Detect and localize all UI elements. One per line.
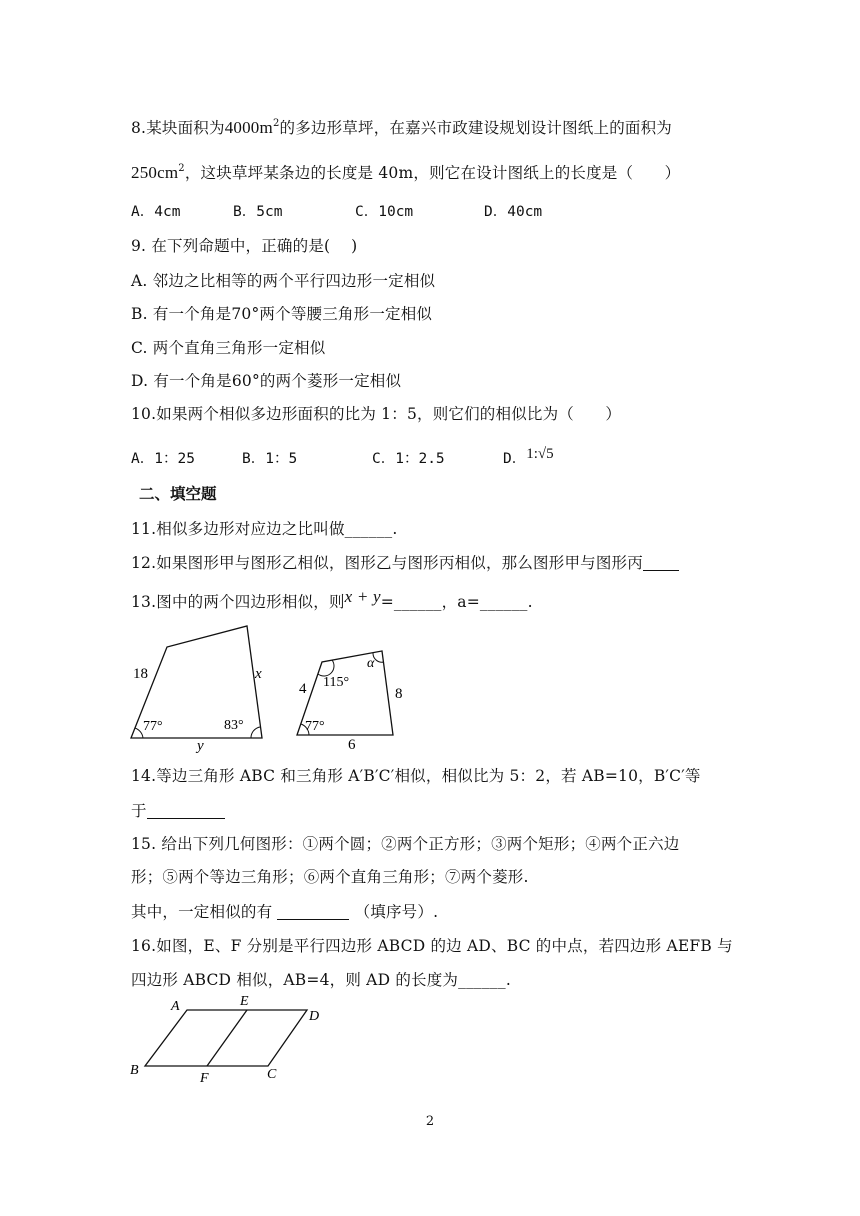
- q8-option-b: B．5cm: [233, 204, 283, 220]
- q13-line: [131, 587, 533, 612]
- q12-text: 12.如果图形甲与图形乙相似，图形乙与图形丙相似，那么图形甲与图形丙: [131, 554, 643, 572]
- left-angle-br-arc: [251, 727, 260, 738]
- left-angle-83: 83°: [224, 718, 244, 733]
- q16-line1: 16.如图，E、F 分别是平行四边形 ABCD 的边 AD、BC 的中点，若四边形 AEFB 与: [131, 937, 733, 955]
- q9-option-c: C. 两个直角三角形一定相似: [131, 339, 326, 357]
- q8-option-c: C．10cm: [355, 204, 414, 220]
- left-angle-77: 77°: [143, 719, 163, 734]
- q8-paper-value: 250cm: [131, 163, 179, 182]
- q13-post: =______，a=______.: [380, 593, 533, 611]
- q8-option-d: D．40cm: [484, 204, 543, 220]
- right-angle-115: 115°: [323, 675, 350, 690]
- q15-line3: [131, 902, 438, 922]
- q10-stem: 10.如果两个相似多边形面积的比为 1：5，则它们的相似比为（ ）: [131, 405, 622, 423]
- q10-option-a: A．1：25: [131, 451, 195, 467]
- q9-option-b: B. 有一个角是70°两个等腰三角形一定相似: [131, 305, 433, 323]
- q13-math: x + y: [344, 587, 381, 606]
- q15-line1: 15. 给出下列几何图形：①两个圆；②两个正方形；③两个矩形；④两个正六边: [131, 835, 680, 853]
- q14-line1: 14.等边三角形 ABC 和三角形 A′B′C′相似，相似比为 5：2，若 AB=10，B′C′等: [131, 767, 701, 785]
- q13-pre: 13.图中的两个四边形相似，则: [131, 593, 345, 611]
- q16-figure: [125, 990, 335, 1086]
- q10-option-b: B．1：5: [242, 451, 298, 467]
- q15-answer-blank: [277, 905, 349, 920]
- q16-line2: 四边形 ABCD 相似，AB=4，则 AD 的长度为______.: [131, 971, 511, 989]
- label-a: A: [171, 999, 180, 1014]
- q8-option-a: A．4cm: [131, 204, 181, 220]
- parallelogram-abcd: [145, 1010, 307, 1066]
- q8-line2-post: ，这块草坪某条边的长度是 40m，则它在设计图纸上的长度是（ ）: [184, 164, 681, 182]
- q14-answer-blank: [147, 804, 225, 819]
- q8-line1: [131, 118, 672, 138]
- q8-line1-pre: 8.某块面积为: [131, 119, 225, 137]
- label-d: D: [309, 1009, 320, 1024]
- q10-option-c: C．1：2.5: [372, 451, 445, 467]
- label-b: B: [130, 1063, 139, 1078]
- q9-option-d: D. 有一个角是60°的两个菱形一定相似: [131, 372, 402, 390]
- q10-option-d-label: D．: [503, 451, 527, 467]
- left-side-y: y: [197, 738, 204, 754]
- q15-line3-pre: 其中，一定相似的有: [131, 903, 278, 921]
- left-angle-bl-arc: [135, 728, 143, 738]
- q14-line2-text: 于: [131, 802, 147, 820]
- right-side-4: 4: [299, 681, 307, 697]
- q10-option-d: [503, 446, 554, 469]
- q10-option-d-math: 1:√5: [526, 446, 554, 462]
- q11-text: 11.相似多边形对应边之比叫做______.: [131, 520, 398, 538]
- q8-area-value: 4000m: [224, 118, 273, 137]
- q14-line2: [131, 801, 225, 821]
- q8-area-exp: 2: [272, 118, 280, 129]
- page-number: 2: [425, 1114, 435, 1129]
- q9-stem: 9. 在下列命题中，正确的是( ): [131, 237, 358, 255]
- label-e: E: [240, 994, 249, 1009]
- q15-line2: 形；⑤两个等边三角形；⑥两个直角三角形；⑦两个菱形.: [131, 868, 529, 886]
- q10-options: [131, 446, 731, 469]
- q8-paper-exp: 2: [178, 163, 185, 174]
- right-angle-alpha: α: [367, 656, 375, 671]
- q12-line: [131, 553, 679, 573]
- q8-line2: [131, 163, 680, 183]
- q13-figure: [125, 618, 425, 758]
- right-side-8: 8: [395, 686, 403, 702]
- right-side-6: 6: [348, 737, 356, 753]
- q8-line1-post: 的多边形草坪，在嘉兴市政建设规划设计图纸上的面积为: [279, 119, 673, 137]
- q15-line3-post: （填序号）.: [354, 903, 439, 921]
- left-side-x: x: [255, 666, 262, 682]
- section-title: 二、填空题: [139, 484, 217, 503]
- q12-answer-blank: [643, 556, 679, 571]
- label-c: C: [267, 1067, 277, 1082]
- label-f: F: [200, 1071, 209, 1086]
- left-side-18: 18: [133, 666, 148, 682]
- right-angle-77: 77°: [305, 719, 325, 734]
- q8-options: [131, 202, 731, 222]
- segment-ef: [207, 1010, 247, 1066]
- q9-option-a: A. 邻边之比相等的两个平行四边形一定相似: [131, 272, 436, 290]
